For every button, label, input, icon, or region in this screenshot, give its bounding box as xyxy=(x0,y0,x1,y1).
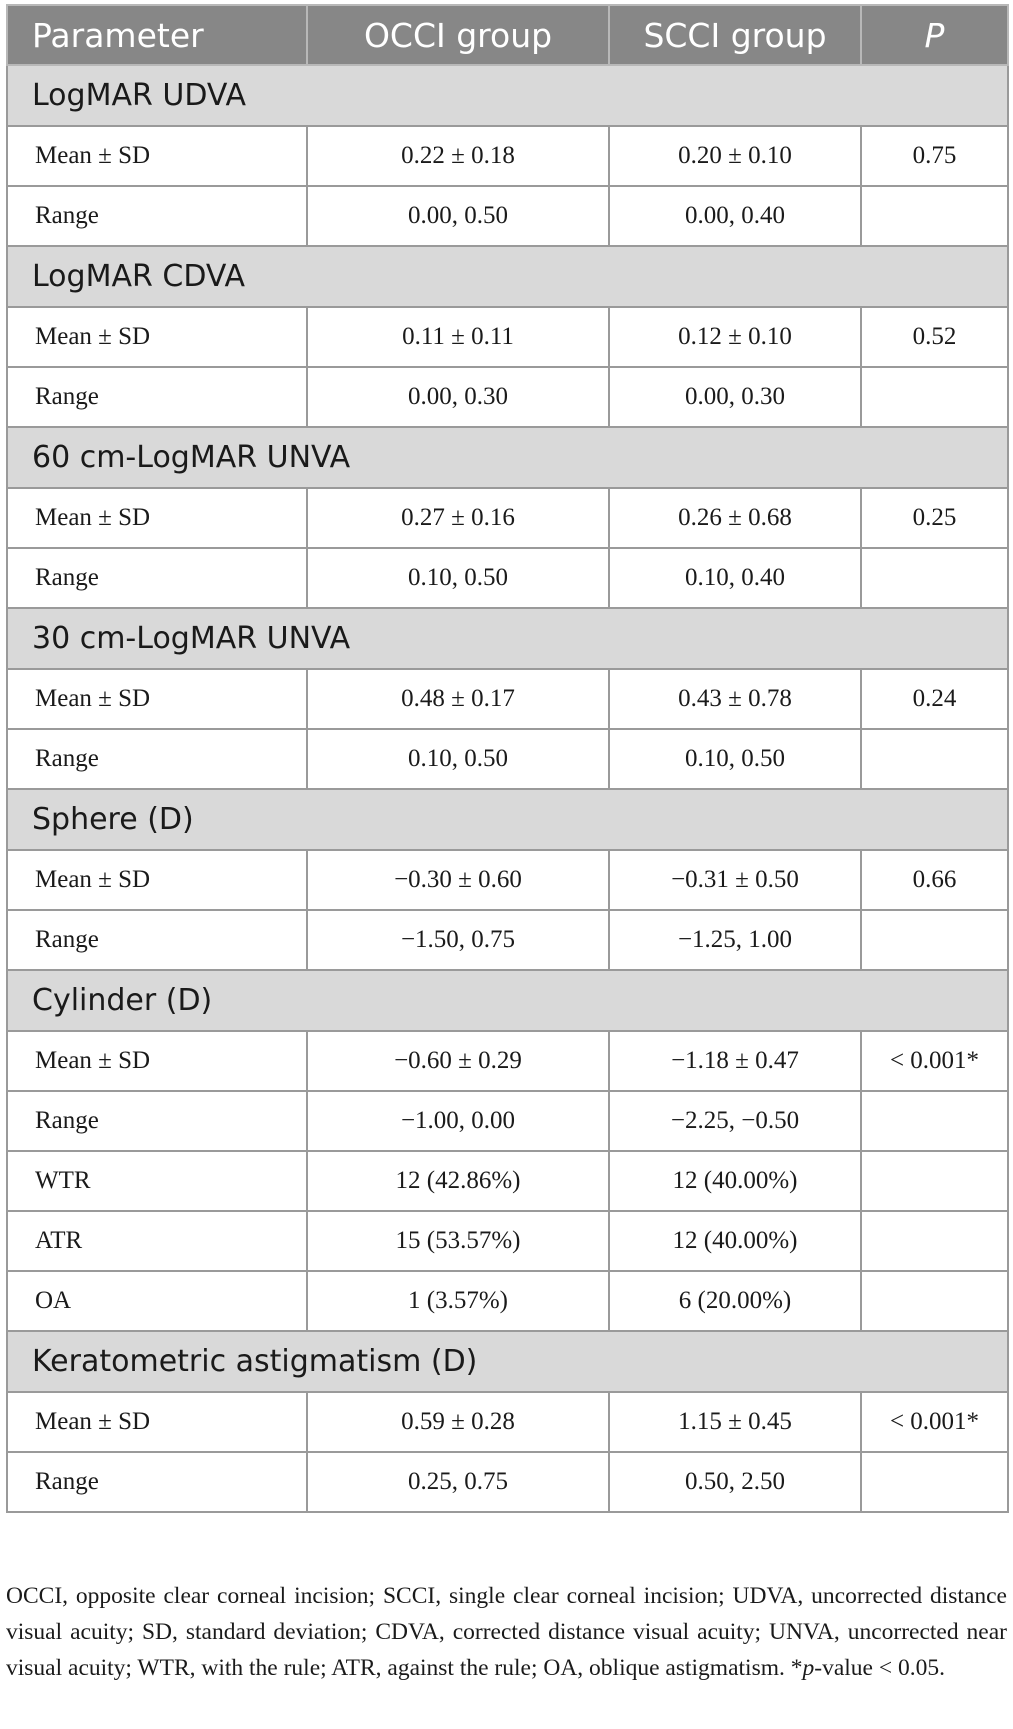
table-row xyxy=(7,367,1008,427)
cell-parameter: Mean ± SD xyxy=(7,307,307,367)
cell-scci-value: −0.31 ± 0.50 xyxy=(609,850,861,910)
cell-p-value: 0.25 xyxy=(861,488,1008,548)
section-title: 30 cm-LogMAR UNVA xyxy=(7,608,1008,669)
table-row xyxy=(7,1151,1008,1211)
table-row xyxy=(7,186,1008,246)
cell-scci-value: 0.12 ± 0.10 xyxy=(609,307,861,367)
footnote-text: OCCI, opposite clear corneal incision; SCCI, single clear corneal incision; UDVA, uncorrected distance visual acuity; SD, standard deviation; CDVA, corrected distance visual acuity; UNVA, uncorrected near visual acuity; WTR, with the rule; ATR, against the rule; OA, oblique astigmatism. * xyxy=(6,1583,1007,1681)
cell-occi-value: 1 (3.57%) xyxy=(307,1271,609,1331)
cell-p-value xyxy=(861,186,1008,246)
cell-occi-value: −0.30 ± 0.60 xyxy=(307,850,609,910)
cell-parameter: Mean ± SD xyxy=(7,1392,307,1452)
section-title: LogMAR UDVA xyxy=(7,65,1008,126)
cell-scci-value: 0.26 ± 0.68 xyxy=(609,488,861,548)
cell-occi-value: −0.60 ± 0.29 xyxy=(307,1031,609,1091)
table-row xyxy=(7,126,1008,186)
section-header-row xyxy=(7,789,1008,850)
cell-occi-value: 0.25, 0.75 xyxy=(307,1452,609,1512)
cell-occi-value: 0.10, 0.50 xyxy=(307,729,609,789)
cell-occi-value: 15 (53.57%) xyxy=(307,1211,609,1271)
table-row xyxy=(7,1031,1008,1091)
section-header-row xyxy=(7,1331,1008,1392)
cell-scci-value: 0.43 ± 0.78 xyxy=(609,669,861,729)
table-row xyxy=(7,1211,1008,1271)
cell-parameter: ATR xyxy=(7,1211,307,1271)
cell-parameter: Range xyxy=(7,186,307,246)
header-p-value: P xyxy=(861,5,1008,65)
table-body xyxy=(7,65,1008,1512)
header-occi-group: OCCI group xyxy=(307,5,609,65)
cell-parameter: Range xyxy=(7,1091,307,1151)
cell-scci-value: 1.15 ± 0.45 xyxy=(609,1392,861,1452)
cell-occi-value: 12 (42.86%) xyxy=(307,1151,609,1211)
cell-occi-value: 0.48 ± 0.17 xyxy=(307,669,609,729)
table-row xyxy=(7,548,1008,608)
section-title: Keratometric astigmatism (D) xyxy=(7,1331,1008,1392)
table-row xyxy=(7,729,1008,789)
cell-p-value: 0.66 xyxy=(861,850,1008,910)
table-row xyxy=(7,669,1008,729)
table-row xyxy=(7,1392,1008,1452)
cell-occi-value: 0.27 ± 0.16 xyxy=(307,488,609,548)
cell-p-value xyxy=(861,1151,1008,1211)
cell-scci-value: 0.10, 0.40 xyxy=(609,548,861,608)
table-row xyxy=(7,1271,1008,1331)
cell-scci-value: 6 (20.00%) xyxy=(609,1271,861,1331)
table-row xyxy=(7,488,1008,548)
cell-parameter: OA xyxy=(7,1271,307,1331)
cell-p-value: < 0.001* xyxy=(861,1392,1008,1452)
section-header-row xyxy=(7,65,1008,126)
cell-p-value xyxy=(861,729,1008,789)
cell-scci-value: 0.20 ± 0.10 xyxy=(609,126,861,186)
cell-parameter: WTR xyxy=(7,1151,307,1211)
table-row xyxy=(7,1452,1008,1512)
cell-parameter: Mean ± SD xyxy=(7,488,307,548)
table-row xyxy=(7,850,1008,910)
cell-parameter: Mean ± SD xyxy=(7,850,307,910)
results-table xyxy=(6,4,1009,1513)
header-scci-group: SCCI group xyxy=(609,5,861,65)
section-title: Sphere (D) xyxy=(7,789,1008,850)
cell-scci-value: −1.25, 1.00 xyxy=(609,910,861,970)
cell-p-value xyxy=(861,1452,1008,1512)
cell-p-value: 0.24 xyxy=(861,669,1008,729)
cell-occi-value: 0.10, 0.50 xyxy=(307,548,609,608)
cell-parameter: Range xyxy=(7,1452,307,1512)
table-row xyxy=(7,910,1008,970)
cell-scci-value: −2.25, −0.50 xyxy=(609,1091,861,1151)
cell-occi-value: 0.00, 0.30 xyxy=(307,367,609,427)
cell-occi-value: 0.11 ± 0.11 xyxy=(307,307,609,367)
cell-scci-value: −1.18 ± 0.47 xyxy=(609,1031,861,1091)
footnote-p-symbol: p xyxy=(802,1655,815,1681)
cell-p-value: < 0.001* xyxy=(861,1031,1008,1091)
cell-p-value xyxy=(861,1271,1008,1331)
cell-parameter: Mean ± SD xyxy=(7,126,307,186)
cell-p-value: 0.75 xyxy=(861,126,1008,186)
table-footnote xyxy=(6,1578,1007,1686)
cell-parameter: Range xyxy=(7,548,307,608)
cell-scci-value: 0.00, 0.30 xyxy=(609,367,861,427)
section-header-row xyxy=(7,970,1008,1031)
cell-p-value xyxy=(861,1211,1008,1271)
table-row xyxy=(7,1091,1008,1151)
cell-parameter: Mean ± SD xyxy=(7,669,307,729)
cell-p-value xyxy=(861,910,1008,970)
cell-occi-value: 0.00, 0.50 xyxy=(307,186,609,246)
cell-scci-value: 0.50, 2.50 xyxy=(609,1452,861,1512)
cell-scci-value: 12 (40.00%) xyxy=(609,1211,861,1271)
footnote-text-end: -value < 0.05. xyxy=(814,1655,945,1681)
section-title: Cylinder (D) xyxy=(7,970,1008,1031)
cell-p-value xyxy=(861,548,1008,608)
section-title: LogMAR CDVA xyxy=(7,246,1008,307)
cell-occi-value: 0.22 ± 0.18 xyxy=(307,126,609,186)
cell-parameter: Range xyxy=(7,729,307,789)
cell-occi-value: 0.59 ± 0.28 xyxy=(307,1392,609,1452)
section-header-row xyxy=(7,608,1008,669)
cell-parameter: Range xyxy=(7,910,307,970)
section-title: 60 cm-LogMAR UNVA xyxy=(7,427,1008,488)
section-header-row xyxy=(7,246,1008,307)
results-table-container xyxy=(6,4,1007,1513)
cell-scci-value: 0.00, 0.40 xyxy=(609,186,861,246)
cell-p-value: 0.52 xyxy=(861,307,1008,367)
table-row xyxy=(7,307,1008,367)
cell-occi-value: −1.00, 0.00 xyxy=(307,1091,609,1151)
cell-occi-value: −1.50, 0.75 xyxy=(307,910,609,970)
cell-p-value xyxy=(861,367,1008,427)
cell-scci-value: 0.10, 0.50 xyxy=(609,729,861,789)
cell-parameter: Mean ± SD xyxy=(7,1031,307,1091)
cell-p-value xyxy=(861,1091,1008,1151)
cell-scci-value: 12 (40.00%) xyxy=(609,1151,861,1211)
header-parameter: Parameter xyxy=(7,5,307,65)
table-header-row xyxy=(7,5,1008,65)
section-header-row xyxy=(7,427,1008,488)
cell-parameter: Range xyxy=(7,367,307,427)
